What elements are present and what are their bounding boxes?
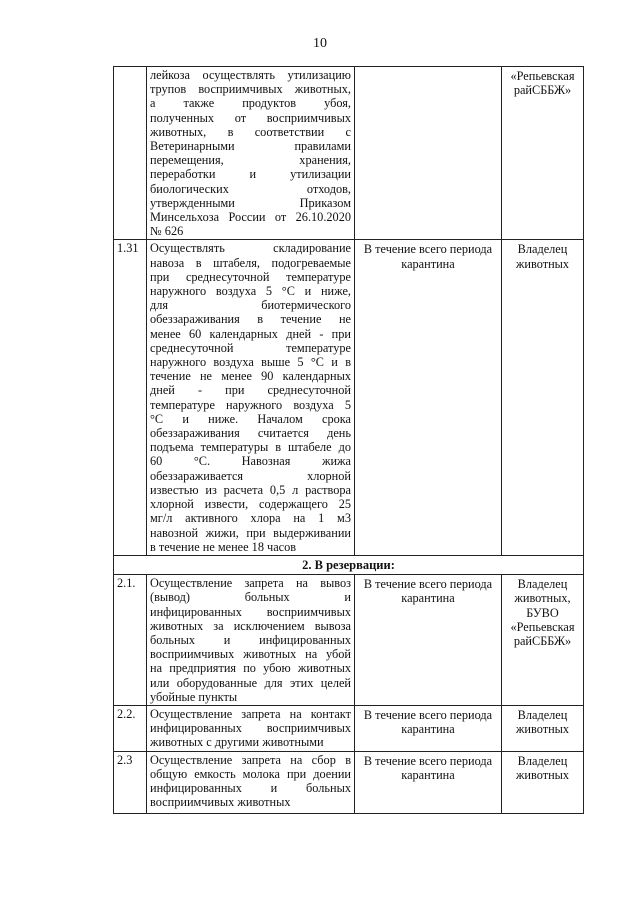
action-line: обеззараживается хлорной: [150, 468, 351, 483]
action-line: подъема температуры в штабеле до: [150, 440, 351, 455]
section-title: 2. В резервации:: [114, 555, 584, 574]
row-number: 1.31: [114, 240, 147, 555]
action-line: течение не менее 90 календарных: [150, 369, 351, 384]
table-row: [114, 705, 584, 751]
action-line: хлорной извести, содержащего 25: [150, 497, 351, 512]
row-number: [114, 67, 147, 240]
action-line: обеззараживания считается день: [150, 426, 351, 441]
responsible-text: Владелец животных, БУВО «Репьевская райСББЖ»: [502, 575, 584, 706]
action-line: лейкоза осуществлять утилизацию: [150, 68, 351, 82]
action-line: животных, в соответствии с: [150, 124, 351, 139]
action-line: в течение не менее 18 часов: [150, 539, 297, 554]
action-line: больных и инфицированных: [150, 632, 351, 647]
row-number: 2.1.: [114, 575, 147, 706]
action-line: трупов восприимчивых животных,: [150, 82, 351, 97]
action-line: общую емкость молока при доении: [150, 766, 351, 781]
action-line: навозной жижи, при выдерживании: [150, 525, 351, 540]
measures-table: [113, 66, 584, 814]
action-line: биологических отходов,: [150, 181, 351, 196]
responsible-text: «Репьевская райСББЖ»: [502, 67, 584, 240]
action-line: переработки и утилизации: [150, 167, 351, 182]
action-line: или оборудованные для этих целей: [150, 675, 351, 690]
action-line: Минсельхоза России от 26.10.2020: [150, 210, 351, 225]
action-line: инфицированных и больных: [150, 780, 351, 795]
action-line: Осуществлять складирование: [150, 241, 351, 256]
action-line: Осуществление запрета на контакт: [150, 706, 351, 721]
action-line: дней - при среднесуточной: [150, 383, 351, 398]
action-line: 60 °С. Навозная жижа: [150, 454, 351, 469]
action-line: инфицированных восприимчивых: [150, 604, 351, 619]
page-number: 10: [313, 36, 327, 51]
action-line: температуре наружного воздуха 5: [150, 397, 351, 412]
row-number: 2.3: [114, 751, 147, 813]
action-line: °С и ниже. Началом срока: [150, 411, 351, 426]
action-line: наружного воздуха 5 °С и ниже,: [150, 284, 351, 299]
action-line: восприимчивых животных на убой: [150, 647, 351, 662]
action-line: при среднесуточной температуре: [150, 269, 351, 284]
table-row: [114, 67, 584, 240]
action-line: восприимчивых животных: [150, 795, 291, 810]
action-line: № 626: [150, 224, 184, 239]
action-line: животных за исключением вывоза: [150, 618, 351, 633]
term-text: В течение всего периода карантина: [355, 240, 502, 555]
section-header-row: [114, 555, 584, 574]
action-line: для биотермического: [150, 298, 351, 313]
action-line: (вывод) больных и: [150, 590, 351, 605]
action-line: полученных от восприимчивых: [150, 110, 351, 125]
action-line: перемещения, хранения,: [150, 153, 351, 168]
action-line: обеззараживания в течение не: [150, 312, 351, 327]
action-line: Осуществление запрета на вывоз: [150, 576, 351, 591]
responsible-text: Владелец животных: [502, 751, 584, 813]
action-line: животных с другими животными: [150, 735, 324, 750]
term-text: В течение всего периода карантина: [355, 705, 502, 751]
action-line: менее 60 календарных дней - при: [150, 326, 351, 341]
term-text: В течение всего периода карантина: [355, 575, 502, 706]
action-line: на предприятия по убою животных: [150, 661, 351, 676]
action-line: навоза в штабеля, подогреваемые: [150, 255, 351, 270]
action-text: [147, 575, 355, 706]
action-line: известью из расчета 0,5 л раствора: [150, 482, 351, 497]
action-text: [147, 67, 355, 240]
action-line: утвержденными Приказом: [150, 195, 351, 210]
action-line: Осуществление запрета на сбор в: [150, 752, 351, 767]
action-text: [147, 705, 355, 751]
term-text: [355, 67, 502, 240]
row-number: 2.2.: [114, 705, 147, 751]
action-line: а также продуктов убоя,: [150, 96, 351, 111]
action-line: инфицированных восприимчивых: [150, 721, 351, 736]
action-line: мг/л активного хлора на 1 м3: [150, 511, 351, 526]
action-text: [147, 751, 355, 813]
responsible-text: Владелец животных: [502, 240, 584, 555]
term-text: В течение всего периода карантина: [355, 751, 502, 813]
table-row: [114, 751, 584, 813]
action-line: наружного воздуха выше 5 °С и в: [150, 355, 351, 370]
responsible-text: Владелец животных: [502, 705, 584, 751]
table-row: [114, 240, 584, 555]
action-line: среднесуточной температуре: [150, 340, 351, 355]
table-row: [114, 575, 584, 706]
action-line: убойные пункты: [150, 689, 238, 704]
action-line: Ветеринарными правилами: [150, 139, 351, 154]
action-text: [147, 240, 355, 555]
